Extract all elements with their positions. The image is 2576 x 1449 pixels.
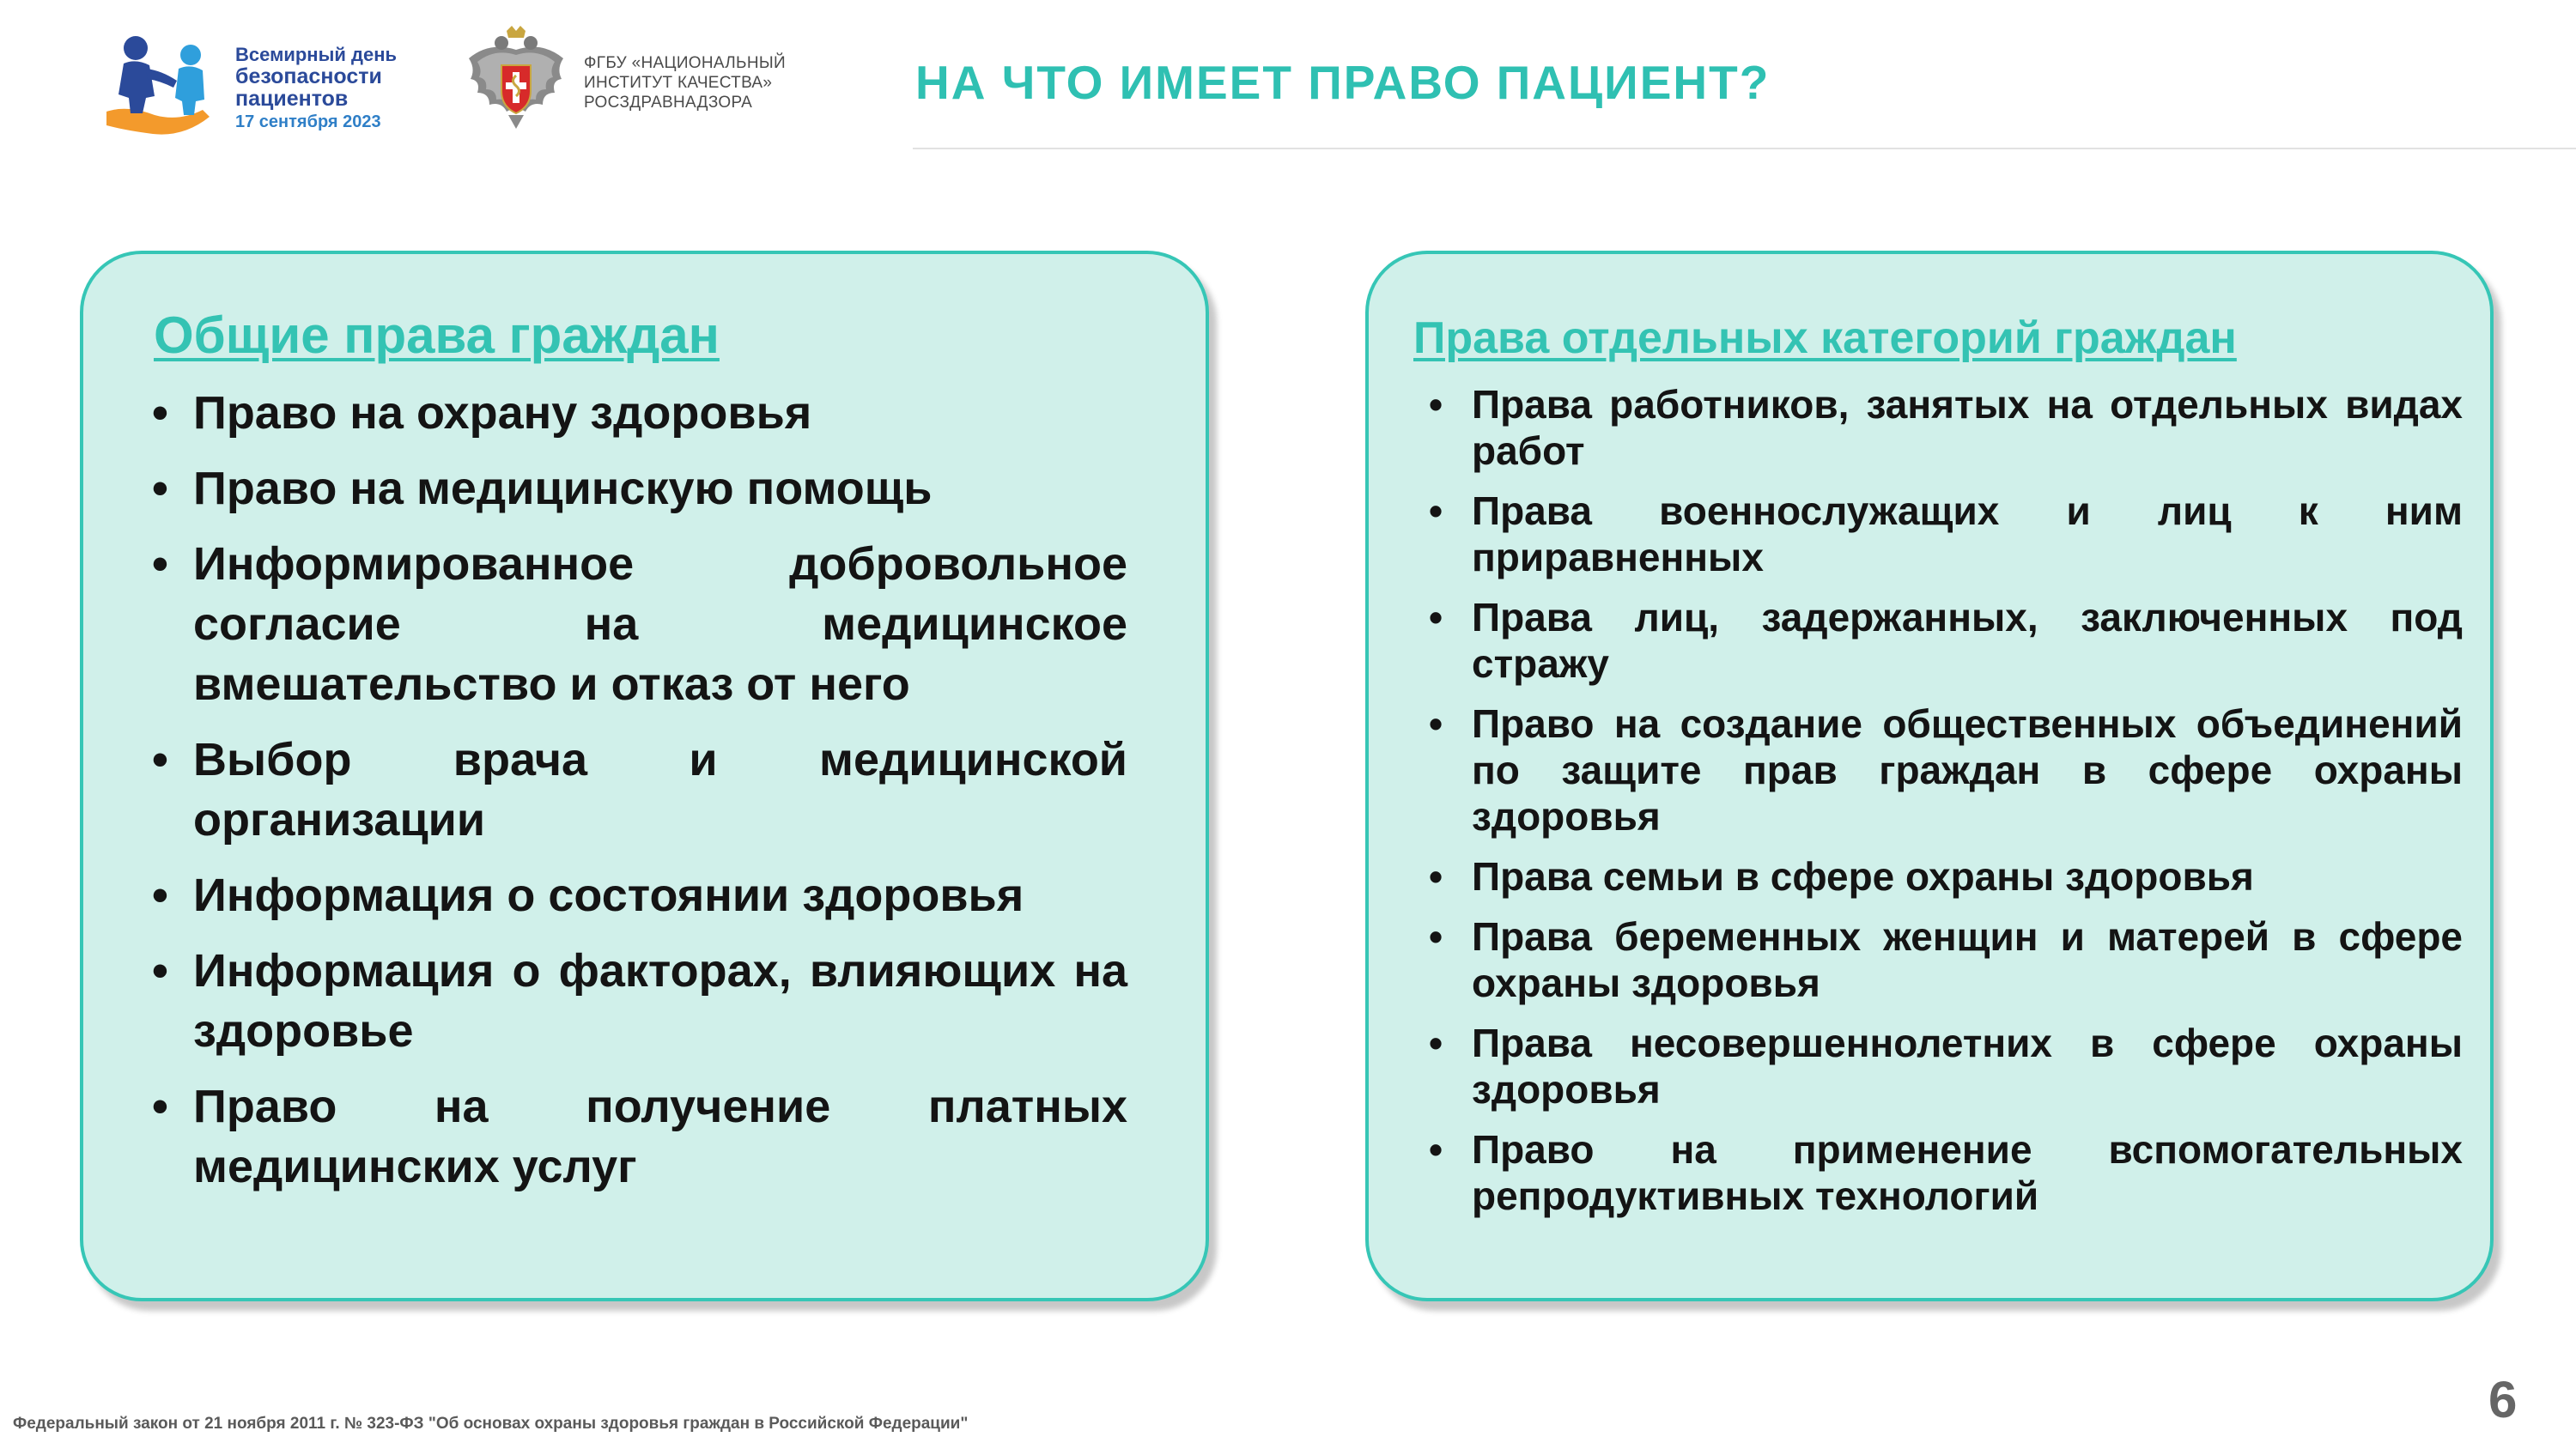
list-item (109, 1076, 1127, 1197)
list-item (1403, 594, 2463, 687)
list-item-text: Право на создание общественных объединений по защите прав граждан в сфере охраны здоровья (1472, 701, 2463, 839)
page-title: НА ЧТО ИМЕЕТ ПРАВО ПАЦИЕНТ? (915, 56, 1771, 109)
bullet-icon: • (152, 734, 168, 785)
bullet-icon: • (1429, 1127, 1443, 1172)
list-item (1403, 1126, 2463, 1219)
people-hands-icon (101, 33, 230, 140)
general-rights-panel (80, 251, 1209, 1301)
bullet-icon: • (152, 538, 168, 590)
bullet-icon: • (152, 387, 168, 439)
category-rights-heading: Права отдельных категорий граждан (1413, 313, 2237, 363)
list-item-text: Право на охрану здоровья (193, 387, 812, 439)
list-item (109, 534, 1127, 714)
general-rights-list (109, 383, 1127, 1212)
list-item-text: Информация о факторах, влияющих на здоровье (193, 945, 1127, 1057)
list-item (109, 730, 1127, 850)
list-item-text: Права несовершеннолетних в сфере охраны здоровья (1472, 1021, 2463, 1112)
double-headed-eagle-emblem-icon (464, 24, 568, 136)
institute-line1: ФГБУ «НАЦИОНАЛЬНЫЙ (584, 54, 786, 72)
bullet-icon: • (1429, 701, 1443, 746)
list-item-text: Информированное добровольное согласие на медицинское вмешательство и отказ от него (193, 538, 1127, 710)
page-number: 6 (2488, 1371, 2518, 1428)
list-item-text: Права беременных женщин и матерей в сфере охраны здоровья (1472, 914, 2463, 1005)
event-logo-line1: Всемирный день (235, 44, 398, 65)
event-logo-date: 17 сентября 2023 (235, 112, 381, 131)
list-item-text: Право на медицинскую помощь (193, 463, 933, 514)
bullet-icon: • (1429, 595, 1443, 640)
list-item-text: Выбор врача и медицинской организации (193, 734, 1127, 846)
list-item (109, 458, 1127, 518)
general-rights-heading: Общие права граждан (154, 306, 720, 364)
list-item (109, 941, 1127, 1061)
list-item-text: Права работников, занятых на отдельных видах работ (1472, 382, 2463, 473)
law-footnote: Федеральный закон от 21 ноября 2011 г. № 323-ФЗ "Об основах охраны здоровья граждан в Российской Федерации" (13, 1415, 969, 1433)
list-item (109, 865, 1127, 925)
bullet-icon: • (152, 945, 168, 997)
event-logo-line2: безопасности (235, 64, 382, 88)
bullet-icon: • (1429, 1021, 1443, 1065)
list-item (109, 383, 1127, 443)
bullet-icon: • (152, 870, 168, 921)
category-rights-panel (1365, 251, 2494, 1301)
list-item-text: Информация о состоянии здоровья (193, 870, 1024, 921)
institute-line2: ИНСТИТУТ КАЧЕСТВА» (584, 74, 773, 92)
list-item (1403, 853, 2463, 900)
event-logo-text (235, 45, 397, 134)
bullet-icon: • (152, 1081, 168, 1132)
list-item-text: Право на применение вспомогательных репродуктивных технологий (1472, 1127, 2463, 1218)
list-item-text: Права семьи в сфере охраны здоровья (1472, 854, 2254, 899)
list-item (1403, 381, 2463, 474)
list-item-text: Права лиц, задержанных, заключенных под стражу (1472, 595, 2463, 686)
institute-line3: РОСЗДРАВНАДЗОРА (584, 94, 753, 112)
bullet-icon: • (1429, 914, 1443, 959)
event-logo-line3: пациентов (235, 87, 349, 111)
list-item (1403, 700, 2463, 840)
category-rights-list (1403, 381, 2463, 1233)
bullet-icon: • (1429, 382, 1443, 427)
list-item (1403, 1020, 2463, 1113)
list-item-text: Право на получение платных медицинских услуг (193, 1081, 1127, 1192)
list-item (1403, 488, 2463, 580)
bullet-icon: • (152, 463, 168, 514)
bullet-icon: • (1429, 488, 1443, 533)
list-item (1403, 913, 2463, 1006)
bullet-icon: • (1429, 854, 1443, 899)
list-item-text: Права военнослужащих и лиц к ним приравненных (1472, 488, 2463, 579)
header-divider (913, 148, 2576, 149)
institute-name (584, 53, 786, 112)
